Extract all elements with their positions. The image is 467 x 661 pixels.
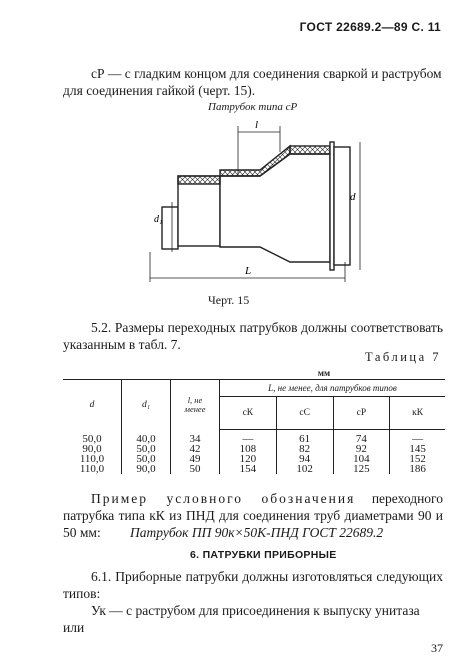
table-cell: 82 [276, 444, 333, 454]
section-title: 6. ПАТРУБКИ ПРИБОРНЫЕ [190, 549, 337, 561]
paragraph-type-cp [63, 65, 443, 99]
table-cell: 61 [276, 430, 333, 445]
dim-label-d: d [350, 191, 356, 203]
paragraph-6-1 [63, 568, 443, 602]
header-ck: сК [220, 397, 277, 430]
table-cell: 90,0 [122, 464, 171, 474]
example-text: переходного патрубка типа кК из ПНД для соединения труб диаметрами 90 и 50 мм: [63, 491, 444, 540]
header-group-L: L, не менее, для патрубков типов [220, 380, 446, 397]
table-cell: 104 [333, 454, 390, 464]
dim-label-L: L [245, 265, 252, 277]
dimensions-table [63, 367, 445, 474]
table-cell: 110,0 [79, 463, 105, 475]
header-l-line1: l, не [187, 394, 203, 405]
pipe-drawing [120, 112, 370, 292]
table-cell: 110,0 [79, 453, 105, 465]
table-cell: 42 [171, 444, 220, 454]
header-l [171, 380, 220, 430]
paragraph-5-2 [63, 319, 443, 353]
header-kk: кК [390, 397, 445, 430]
page-number: 37 [431, 641, 443, 655]
table-cell: 94 [276, 454, 333, 464]
table-cell: 186 [390, 464, 445, 474]
paragraph-6-1-text: 6.1. Приборные патрубки должны изготовляться следующих типов: [63, 569, 443, 601]
table-cell: 152 [390, 454, 445, 464]
header-cp: сР [333, 397, 390, 430]
type-code: сР [91, 66, 105, 81]
table-row [63, 430, 445, 445]
dim-label-l: l [255, 119, 259, 131]
paragraph-5-2-text: 5.2. Размеры переходных патрубков должны соответствовать указанным в табл. 7. [63, 320, 443, 352]
table-cell: 145 [390, 444, 445, 454]
table-cell: 120 [220, 454, 277, 464]
table-cell: 108 [220, 444, 277, 454]
example-designation: Патрубок ПП 90к×50К-ПНД ГОСТ 22689.2 [130, 525, 384, 540]
table-cell: 154 [220, 464, 277, 474]
paragraph-uk-text: Ук — с раструбом для присоединения к выпуску унитаза или [63, 603, 420, 635]
pipe-outline [162, 142, 350, 270]
table-cell: 49 [171, 454, 220, 464]
table-cell: 40,0 [122, 430, 171, 445]
header-d1: d₁ [122, 380, 171, 430]
paragraph-uk [63, 602, 443, 636]
page-header: ГОСТ 22689.2—89 С. 11 [299, 20, 441, 34]
header-cc: сС [276, 397, 333, 430]
table-cell: 74 [333, 430, 390, 445]
table-row [63, 464, 445, 474]
header-l-line2: менее [184, 403, 206, 414]
table-cell: 50,0 [122, 444, 171, 454]
example-lead: Пример условного обозначения [91, 491, 356, 506]
figure-caption: Черт. 15 [208, 293, 250, 307]
type-description: — с гладким концом для соединения сваркой и раструбом для соединения гайкой (черт. 15). [63, 66, 442, 98]
table-cell: 125 [333, 464, 390, 474]
table-cell: 34 [171, 430, 220, 445]
dim-label-d1: d₁ [154, 214, 163, 225]
figure-title: Патрубок типа сР [208, 101, 298, 113]
table-cell: 102 [276, 464, 333, 474]
table-label: Таблица 7 [365, 350, 441, 364]
table-cell: — [390, 430, 445, 445]
table-cell: 50,0 [122, 454, 171, 464]
table-unit: мм [317, 368, 331, 378]
table-cell: 90,0 [82, 443, 102, 455]
table-cell: — [220, 430, 277, 445]
table-cell: 50 [171, 464, 220, 474]
table-cell: 50,0 [82, 432, 102, 445]
table-cell: 92 [333, 444, 390, 454]
header-d: d [63, 380, 122, 430]
